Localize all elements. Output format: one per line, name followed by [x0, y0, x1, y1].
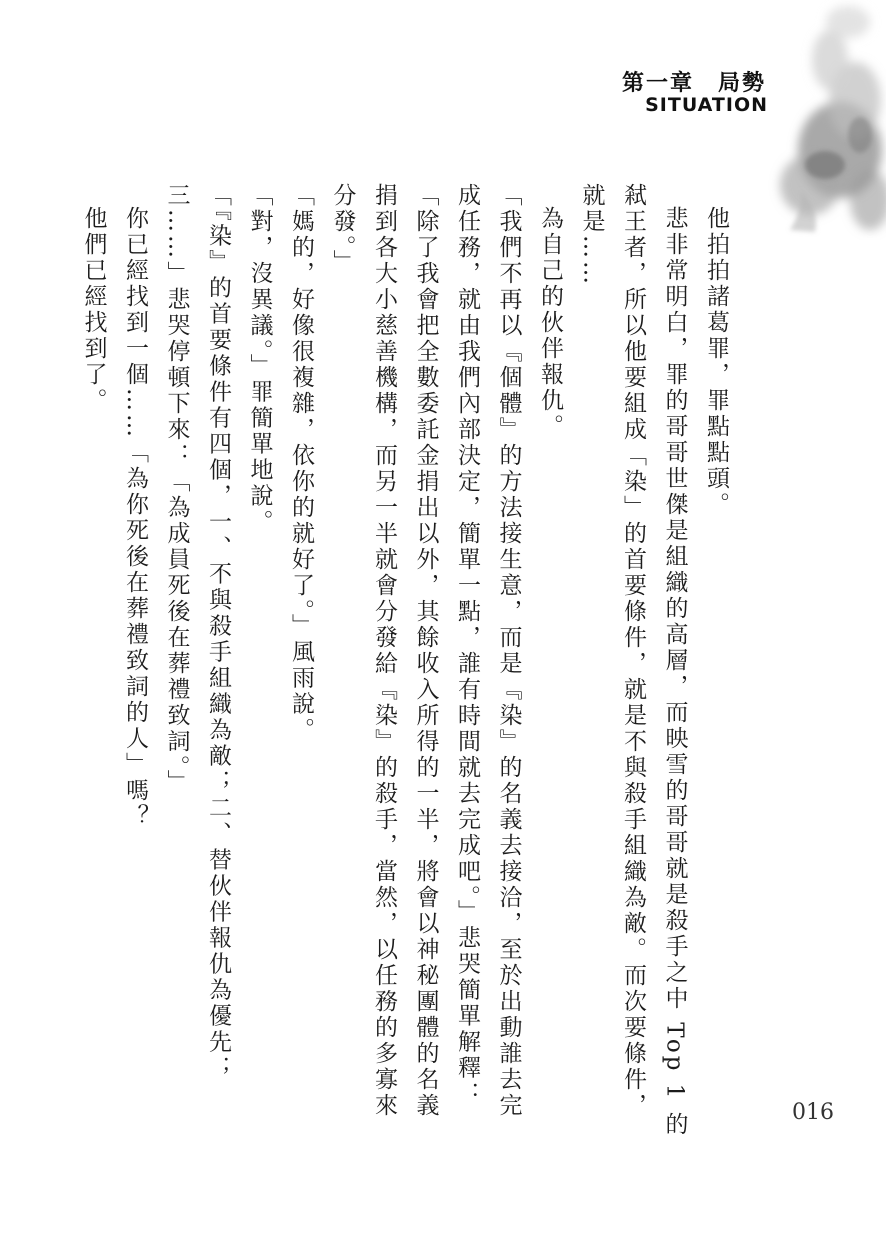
paragraph: 他拍拍諸葛罪，罪點點頭。	[703, 206, 729, 518]
paragraph: 為自己的伙伴報仇。	[537, 206, 563, 440]
paragraph: 悲非常明白，罪的哥哥世傑是組織的高層，而映雪的哥哥就是殺手之中 Top 1 的弒王者，所以他要組成「染」的首要條件，就是不與殺手組織為敵。而次要條件，就是……	[578, 183, 688, 1138]
paragraph: 你已經找到一個……「為你死後在葬禮致詞的人」嗎？	[122, 206, 148, 830]
page-number: 016	[792, 1100, 834, 1125]
chapter-title: 第一章 局勢	[621, 71, 766, 96]
chapter-subtitle: SITUATION	[645, 94, 768, 116]
body-text	[80, 183, 736, 1143]
paragraph: 他們已經找到了。	[80, 206, 107, 414]
paragraph: 「對，沒異議。」罪簡單地說。	[246, 183, 273, 536]
smoke-decoration	[730, 0, 886, 240]
paragraph: 「媽的，好像很複雜，依你的就好了。」風雨說。	[288, 183, 314, 744]
paragraph: 「我們不再以『個體』的方法接生意，而是『染』的名義去接洽，至於出動誰去完成任務，就由我們內部決定，簡單一點，誰有時間就去完成吧。」悲哭簡單解釋：「除了我會把全數委託金捐出以外，其餘收入所得的一半，將會以神秘團體的名義捐到各大小慈善機構，而另一半就會分發給『染』的殺手，當然，以任務的多寡來分發。」	[329, 183, 522, 1119]
paragraph: 「『染』的首要條件有四個，一、不與殺手組織為敵；二、替伙伴報仇為優先；三……」悲哭停頓下來：「為成員死後在葬禮致詞。」	[163, 183, 231, 1082]
